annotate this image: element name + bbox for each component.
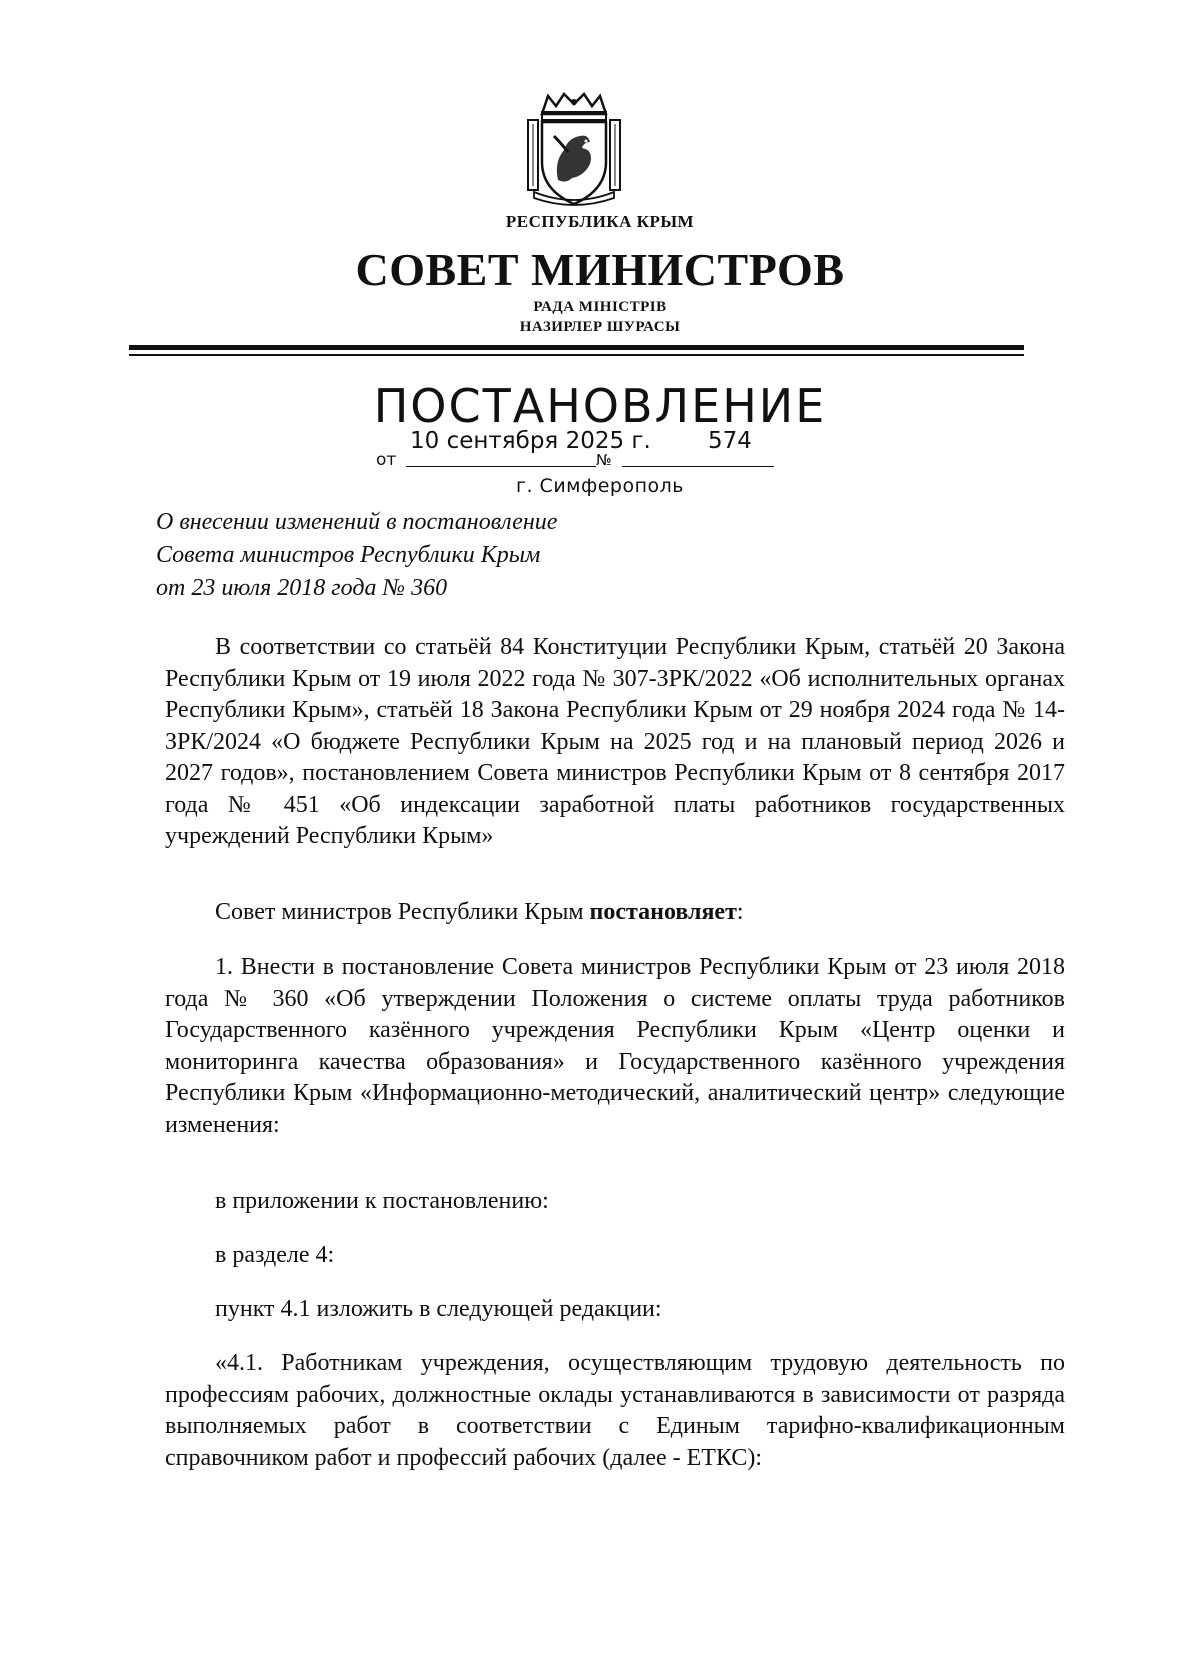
subject-line: О внесении изменений в постановление <box>156 509 558 535</box>
council-name-ukrainian: РАДА МІНІСТРІВ <box>533 299 667 315</box>
resolves-suffix: : <box>736 899 744 925</box>
number-label: № <box>596 451 612 469</box>
body-paragraph-section: в разделе 4: <box>215 1242 335 1268</box>
body-paragraph-clause-4-1: «4.1. Работникам учреждения, осуществляющим трудовую деятельность по профессиям рабочих, должностные оклады устанавливаются в зависимости от разряда выполняемых работ в соответствии с Единым тарифно-квалификационным справочником работ и профессий рабочих (далее - ЕТКС): <box>165 1350 1065 1471</box>
header-divider-thick <box>129 345 1024 350</box>
resolves-prefix: Совет министров Республики Крым <box>215 899 590 925</box>
decree-title: ПОСТАНОВЛЕНИЕ <box>373 379 827 433</box>
council-name: СОВЕТ МИНИСТРОВ <box>355 244 845 295</box>
resolves-keyword: постановляет <box>589 899 737 925</box>
body-paragraph-legal-basis: В соответствии со статьёй 84 Конституции Республики Крым, статьёй 20 Закона Республики Крым от 19 июля 2022 года № 307-ЗРК/2022 «Об исполнительных органах Республики Крым», статьёй 18 Закона Республики Крым от 29 ноября 2024 года № 14-ЗРК/2024 «О бюджете Республики Крым на 2025 год и на плановый период 2026 и 2027 годов», постановлением Совета министров Республики Крым от 8 сентября 2017 года № 451 «Об индексации заработной платы работников государственных учреждений Республики Крым» <box>165 634 1065 849</box>
subject-line: от 23 июля 2018 года № 360 <box>156 575 448 601</box>
date-label: от <box>376 450 397 470</box>
number-underline <box>622 466 774 467</box>
header-divider-thin <box>129 354 1024 356</box>
decree-city: г. Симферополь <box>515 475 685 497</box>
body-paragraph-appendix: в приложении к постановлению: <box>215 1188 549 1214</box>
council-name-crimean-tatar: НАЗИРЛЕР ШУРАСЫ <box>519 319 681 335</box>
decree-number: 574 <box>708 428 752 454</box>
decree-date: 10 сентября 2025 г. <box>410 428 651 454</box>
body-paragraph-resolves <box>165 897 1065 929</box>
body-paragraph-item-1: 1. Внести в постановление Совета министров Республики Крым от 23 июля 2018 года № 360 «Об утверждении Положения о системе оплаты труда работников Государственного казённого учреждения Республики Крым «Центр оценки и мониторинга качества образования» и Государственного казённого учреждения Республики Крым «Информационно-методический, аналитический центр» следующие изменения: <box>165 954 1065 1138</box>
republic-name: РЕСПУБЛИКА КРЫМ <box>505 212 695 231</box>
crimea-coat-of-arms-icon <box>524 92 624 210</box>
body-paragraph-clause: пункт 4.1 изложить в следующей редакции: <box>215 1296 662 1322</box>
decree-subject <box>156 506 557 605</box>
date-underline <box>406 466 596 467</box>
subject-line: Совета министров Республики Крым <box>156 542 541 568</box>
